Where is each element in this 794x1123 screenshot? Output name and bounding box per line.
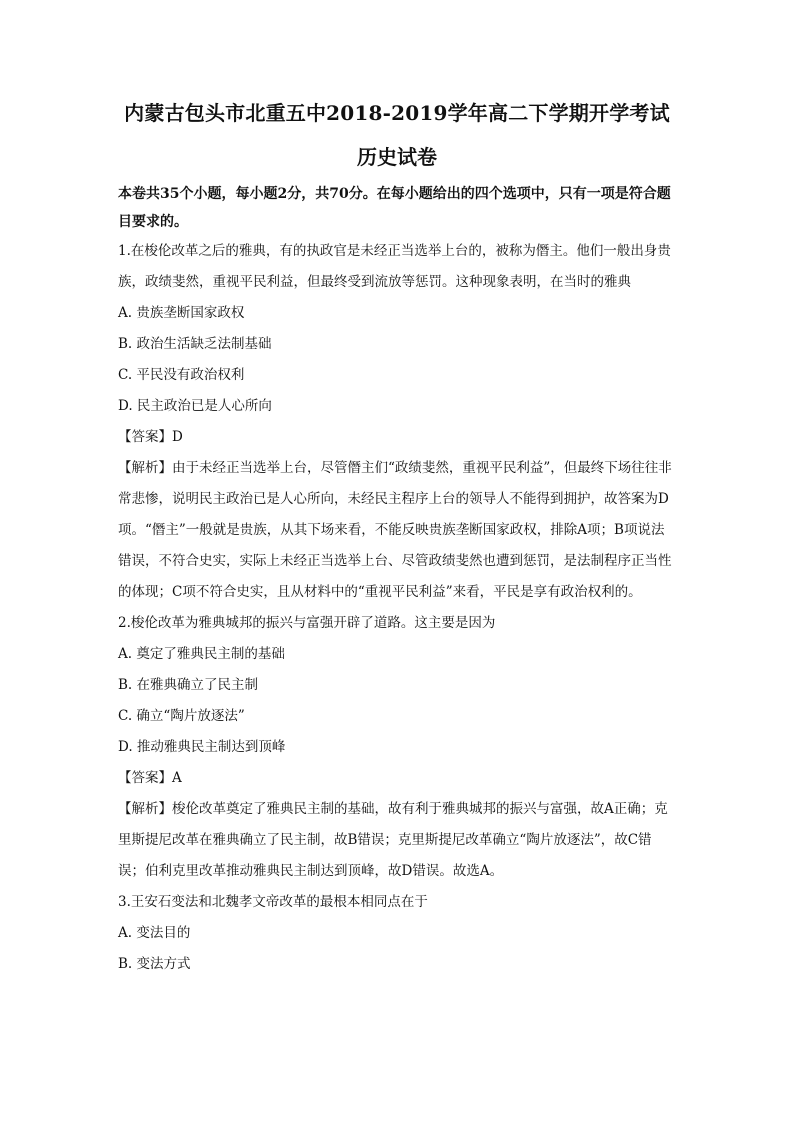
answer: 【答案】A [118, 770, 182, 786]
option-a: A. 贵族垄断国家政权 [118, 305, 245, 321]
option-b: B. 在雅典确立了民主制 [118, 677, 259, 693]
answer: 【答案】D [118, 429, 183, 445]
section-instructions: 本卷共35个小题，每小题2分，共70分。在每小题给出的四个选项中，只有一项是符合题目要求的。 [118, 186, 671, 230]
exam-subtitle: 历史试卷 [357, 145, 437, 169]
question-stem: 1.在梭伦改革之后的雅典，有的执政官是未经正当选举上台的，被称为僭主。他们一般出身贵族，政绩斐然，重视平民利益，但最终受到流放等惩罚。这种现象表明，在当时的雅典 [118, 243, 671, 290]
question-stem: 3.王安石变法和北魏孝文帝改革的最根本相同点在于 [118, 894, 428, 910]
analysis: 【解析】梭伦改革奠定了雅典民主制的基础，故有利于雅典城邦的振兴与富强，故A正确；克里斯提尼改革在雅典确立了民主制，故B错误；克里斯提尼改革确立“陶片放逐法”，故C错误；伯利克里改革推动雅典民主制达到顶峰，故D错误。故选A。 [118, 801, 668, 879]
option-c: C. 平民没有政治权利 [118, 367, 245, 383]
exam-title: 内蒙古包头市北重五中2018-2019学年高二下学期开学考试 [124, 101, 670, 125]
option-a: A. 变法目的 [118, 925, 191, 941]
option-b: B. 政治生活缺乏法制基础 [118, 336, 272, 352]
question-stem: 2.梭伦改革为雅典城邦的振兴与富强开辟了道路。这主要是因为 [118, 615, 496, 631]
analysis: 【解析】由于未经正当选举上台，尽管僭主们“政绩斐然，重视平民利益”，但最终下场往往非常悲惨，说明民主政治已是人心所向，未经民主程序上台的领导人不能得到拥护，故答案为D项。“僭主”一般就是贵族，从其下场来看，不能反映贵族垄断国家政权，排除A项；B项说法错误，不符合史实，实际上未经正当选举上台、尽管政绩斐然也遭到惩罚，是法制程序正当性的体现；C项不符合史实，且从材料中的“重视平民利益”来看，平民是享有政治权利的。 [118, 460, 672, 600]
option-b: B. 变法方式 [118, 956, 191, 972]
option-c: C. 确立“陶片放逐法” [118, 708, 245, 724]
option-d: D. 民主政治已是人心所向 [118, 398, 272, 414]
option-d: D. 推动雅典民主制达到顶峰 [118, 739, 286, 755]
option-a: A. 奠定了雅典民主制的基础 [118, 646, 285, 662]
